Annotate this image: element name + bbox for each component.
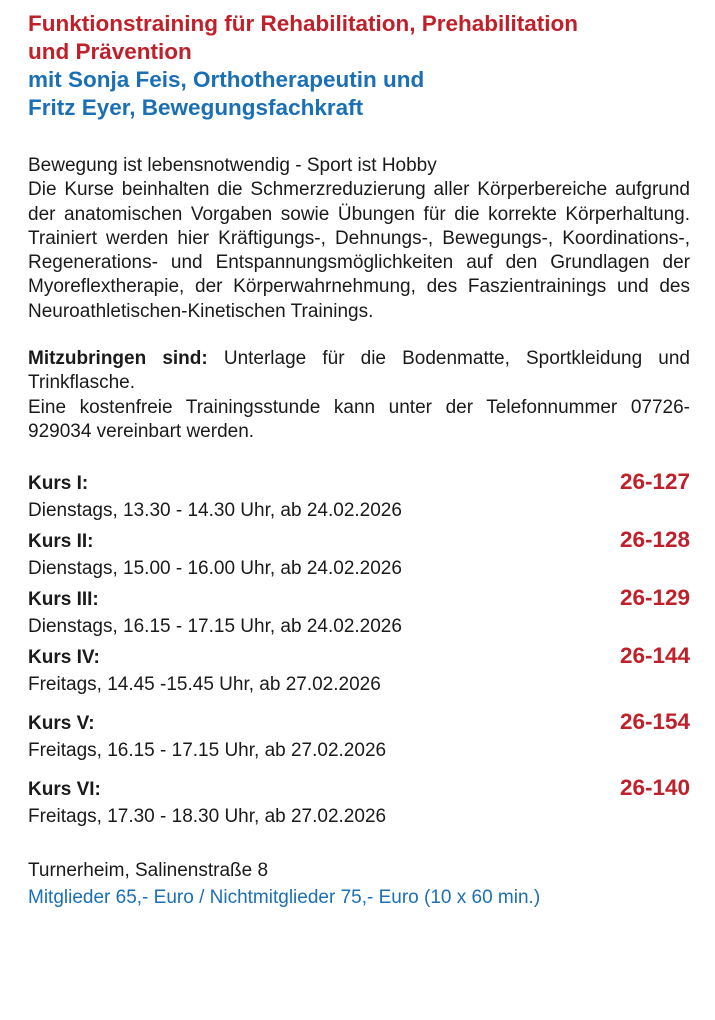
course-item [28, 524, 690, 582]
course-number: 26-128 [619, 527, 690, 553]
intro-paragraph: Die Kurse beinhalten die Schmerzreduzierung aller Körperbereiche aufgrund der anatomischen Vorgaben sowie Übungen für die korrekte Körperhaltung. Trainiert werden hier Kräftigungs-, Dehnungs-, Bewegungs-, Koordinations-, Regenerations- und Entspannungsmöglichkeiten auf den Grundlagen der Myoreflextherapie, der Körperwahrnehmung, des Faszientrainings und des Neuroathletischen-Kinetischen Trainings. [28, 179, 690, 322]
course-schedule: Dienstags, 16.15 - 17.15 Uhr, ab 24.02.2026 [28, 616, 402, 638]
subtitle-line-2: Fritz Eyer, Bewegungsfachkraft [28, 95, 364, 120]
bring-label: Mitzubringen sind: [28, 348, 208, 370]
course-name: Kurs IV: [28, 647, 100, 669]
subtitle-line-1: mit Sonja Feis, Orthotherapeutin und [28, 67, 425, 92]
course-name: Kurs V: [28, 713, 95, 735]
course-number: 26-144 [619, 643, 690, 669]
course-schedule: Dienstags, 15.00 - 16.00 Uhr, ab 24.02.2026 [28, 558, 402, 580]
bring-section [28, 347, 690, 444]
course-number: 26-154 [619, 709, 690, 735]
course-name: Kurs II: [28, 531, 94, 553]
course-number: 26-127 [619, 469, 690, 495]
course-list [28, 466, 690, 830]
course-schedule: Freitags, 16.15 - 17.15 Uhr, ab 27.02.2026 [28, 740, 387, 762]
price-info: Mitglieder 65,- Euro / Nichtmitglieder 75,- Euro (10 x 60 min.) [28, 887, 541, 909]
course-item [28, 706, 690, 764]
venue-address: Turnerheim, Salinenstraße 8 [28, 860, 269, 882]
title-line-2: und Prävention [28, 39, 192, 64]
bring-paragraph [28, 347, 690, 396]
course-name: Kurs III: [28, 589, 99, 611]
course-name: Kurs I: [28, 473, 89, 495]
flyer-page [28, 10, 690, 911]
trial-paragraph: Eine kostenfreie Trainingsstunde kann unter der Telefonnummer 07726-929034 vereinbart werden. [28, 396, 690, 442]
course-schedule: Dienstags, 13.30 - 14.30 Uhr, ab 24.02.2026 [28, 500, 402, 522]
course-schedule: Freitags, 17.30 - 18.30 Uhr, ab 27.02.2026 [28, 806, 387, 828]
course-name: Kurs VI: [28, 779, 101, 801]
course-item [28, 640, 690, 698]
course-item [28, 466, 690, 524]
header [28, 10, 690, 122]
course-number: 26-129 [619, 585, 690, 611]
intro-tagline: Bewegung ist lebensnotwendig - Sport ist Hobby [28, 155, 437, 176]
footer [28, 857, 690, 911]
title-line-1: Funktionstraining für Rehabilitation, Prehabilitation [28, 11, 579, 36]
course-item [28, 772, 690, 830]
course-item [28, 582, 690, 640]
course-number: 26-140 [619, 775, 690, 801]
course-schedule: Freitags, 14.45 -15.45 Uhr, ab 27.02.2026 [28, 674, 381, 696]
bring-text: Unterlage für die Bodenmatte, Sportkleidung und Trinkflasche. [28, 348, 690, 394]
intro-section [28, 154, 690, 324]
